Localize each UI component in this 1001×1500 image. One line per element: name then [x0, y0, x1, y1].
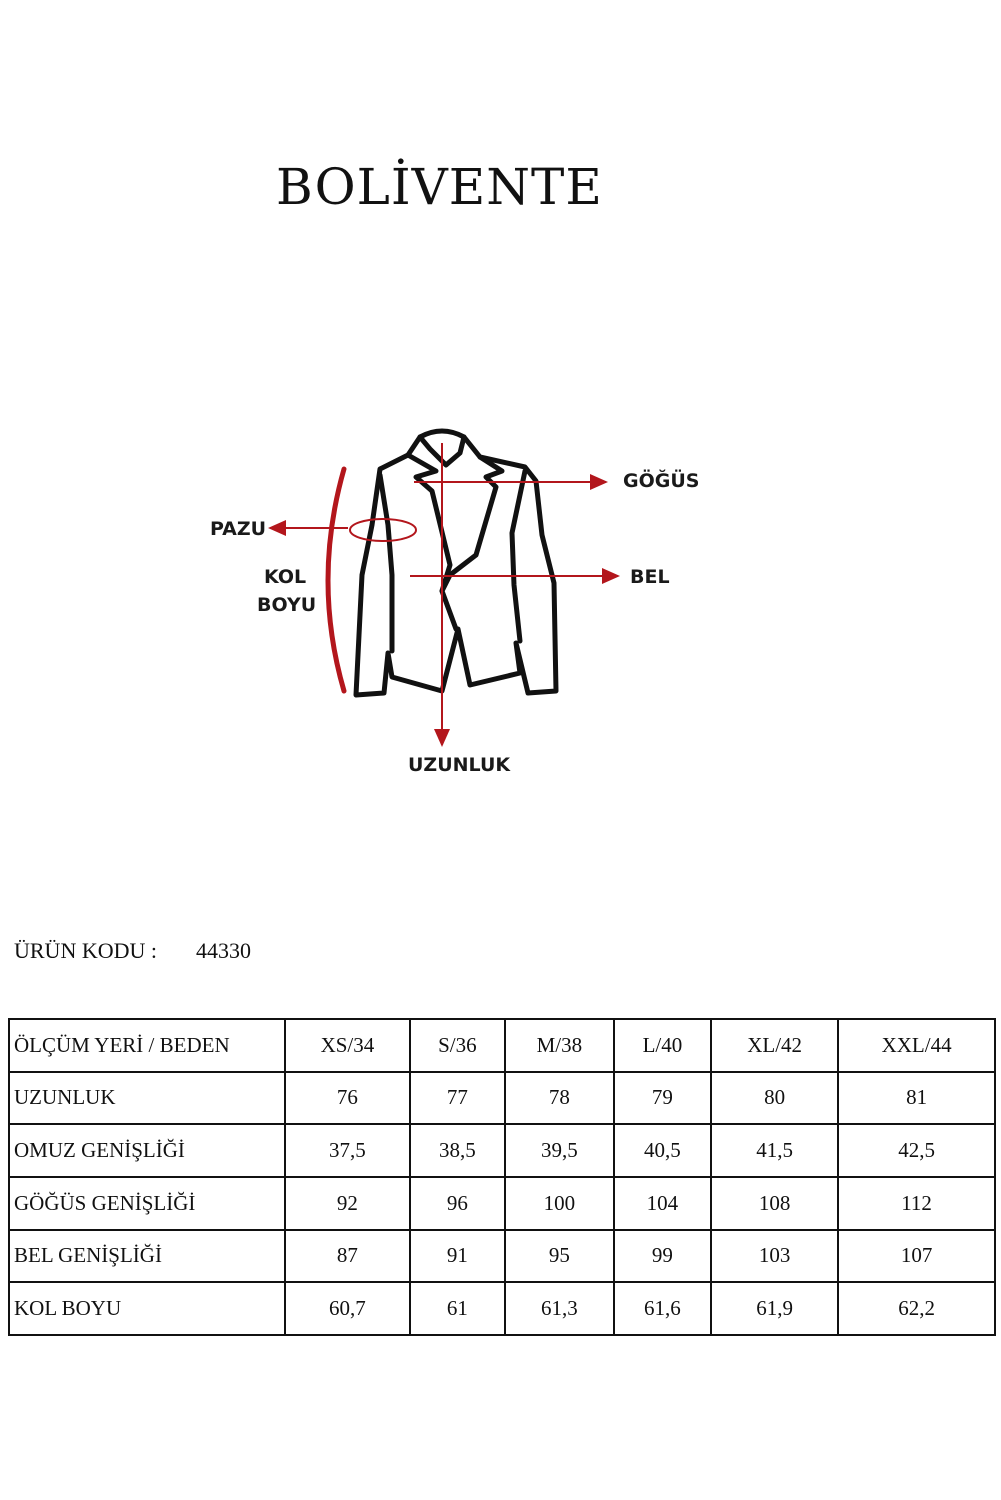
table-cell: 103 [711, 1230, 838, 1283]
table-cell: 37,5 [285, 1124, 410, 1177]
table-cell: 76 [285, 1072, 410, 1125]
table-cell: 96 [410, 1177, 505, 1230]
table-cell: 108 [711, 1177, 838, 1230]
header-size: L/40 [614, 1019, 711, 1072]
row-label: GÖĞÜS GENİŞLİĞİ [9, 1177, 285, 1230]
table-cell: 61,9 [711, 1282, 838, 1335]
jacket-measurement-diagram [180, 415, 740, 795]
header-size: XXL/44 [838, 1019, 995, 1072]
label-kol: KOL [264, 566, 307, 588]
table-header-row [9, 1019, 995, 1072]
table-cell: 95 [505, 1230, 614, 1283]
brand-logo: BOLİVENTE [276, 158, 603, 216]
row-label: KOL BOYU [9, 1282, 285, 1335]
bicep-ellipse [350, 519, 416, 541]
header-size: M/38 [505, 1019, 614, 1072]
table-cell: 39,5 [505, 1124, 614, 1177]
row-label: BEL GENİŞLİĞİ [9, 1230, 285, 1283]
header-size: XS/34 [285, 1019, 410, 1072]
label-uzunluk: UZUNLUK [408, 754, 511, 776]
product-code-value: 44330 [196, 938, 251, 963]
table-cell: 112 [838, 1177, 995, 1230]
table-cell: 80 [711, 1072, 838, 1125]
product-code-label: ÜRÜN KODU : [14, 938, 157, 963]
table-cell: 42,5 [838, 1124, 995, 1177]
header-measure-size: ÖLÇÜM YERİ / BEDEN [9, 1019, 285, 1072]
table-cell: 62,2 [838, 1282, 995, 1335]
size-chart-table [8, 1018, 996, 1336]
row-label: OMUZ GENİŞLİĞİ [9, 1124, 285, 1177]
table-cell: 78 [505, 1072, 614, 1125]
table-cell: 92 [285, 1177, 410, 1230]
table-row [9, 1282, 995, 1335]
table-cell: 40,5 [614, 1124, 711, 1177]
table-cell: 104 [614, 1177, 711, 1230]
table-cell: 100 [505, 1177, 614, 1230]
table-cell: 79 [614, 1072, 711, 1125]
table-row [9, 1072, 995, 1125]
label-bel: BEL [630, 566, 670, 588]
table-cell: 91 [410, 1230, 505, 1283]
label-gogus: GÖĞÜS [623, 470, 700, 492]
table-cell: 107 [838, 1230, 995, 1283]
table-cell: 87 [285, 1230, 410, 1283]
table-cell: 61,3 [505, 1282, 614, 1335]
jacket-outline [356, 431, 556, 695]
table-cell: 61,6 [614, 1282, 711, 1335]
table-row [9, 1177, 995, 1230]
table-row [9, 1124, 995, 1177]
label-boyu: BOYU [257, 594, 317, 616]
table-cell: 61 [410, 1282, 505, 1335]
row-label: UZUNLUK [9, 1072, 285, 1125]
product-code [14, 938, 251, 964]
table-cell: 60,7 [285, 1282, 410, 1335]
sleeve-length-arc [328, 469, 344, 691]
header-size: XL/42 [711, 1019, 838, 1072]
table-cell: 81 [838, 1072, 995, 1125]
table-row [9, 1230, 995, 1283]
table-cell: 77 [410, 1072, 505, 1125]
label-pazu: PAZU [210, 518, 267, 540]
table-cell: 38,5 [410, 1124, 505, 1177]
header-size: S/36 [410, 1019, 505, 1072]
table-cell: 99 [614, 1230, 711, 1283]
table-cell: 41,5 [711, 1124, 838, 1177]
